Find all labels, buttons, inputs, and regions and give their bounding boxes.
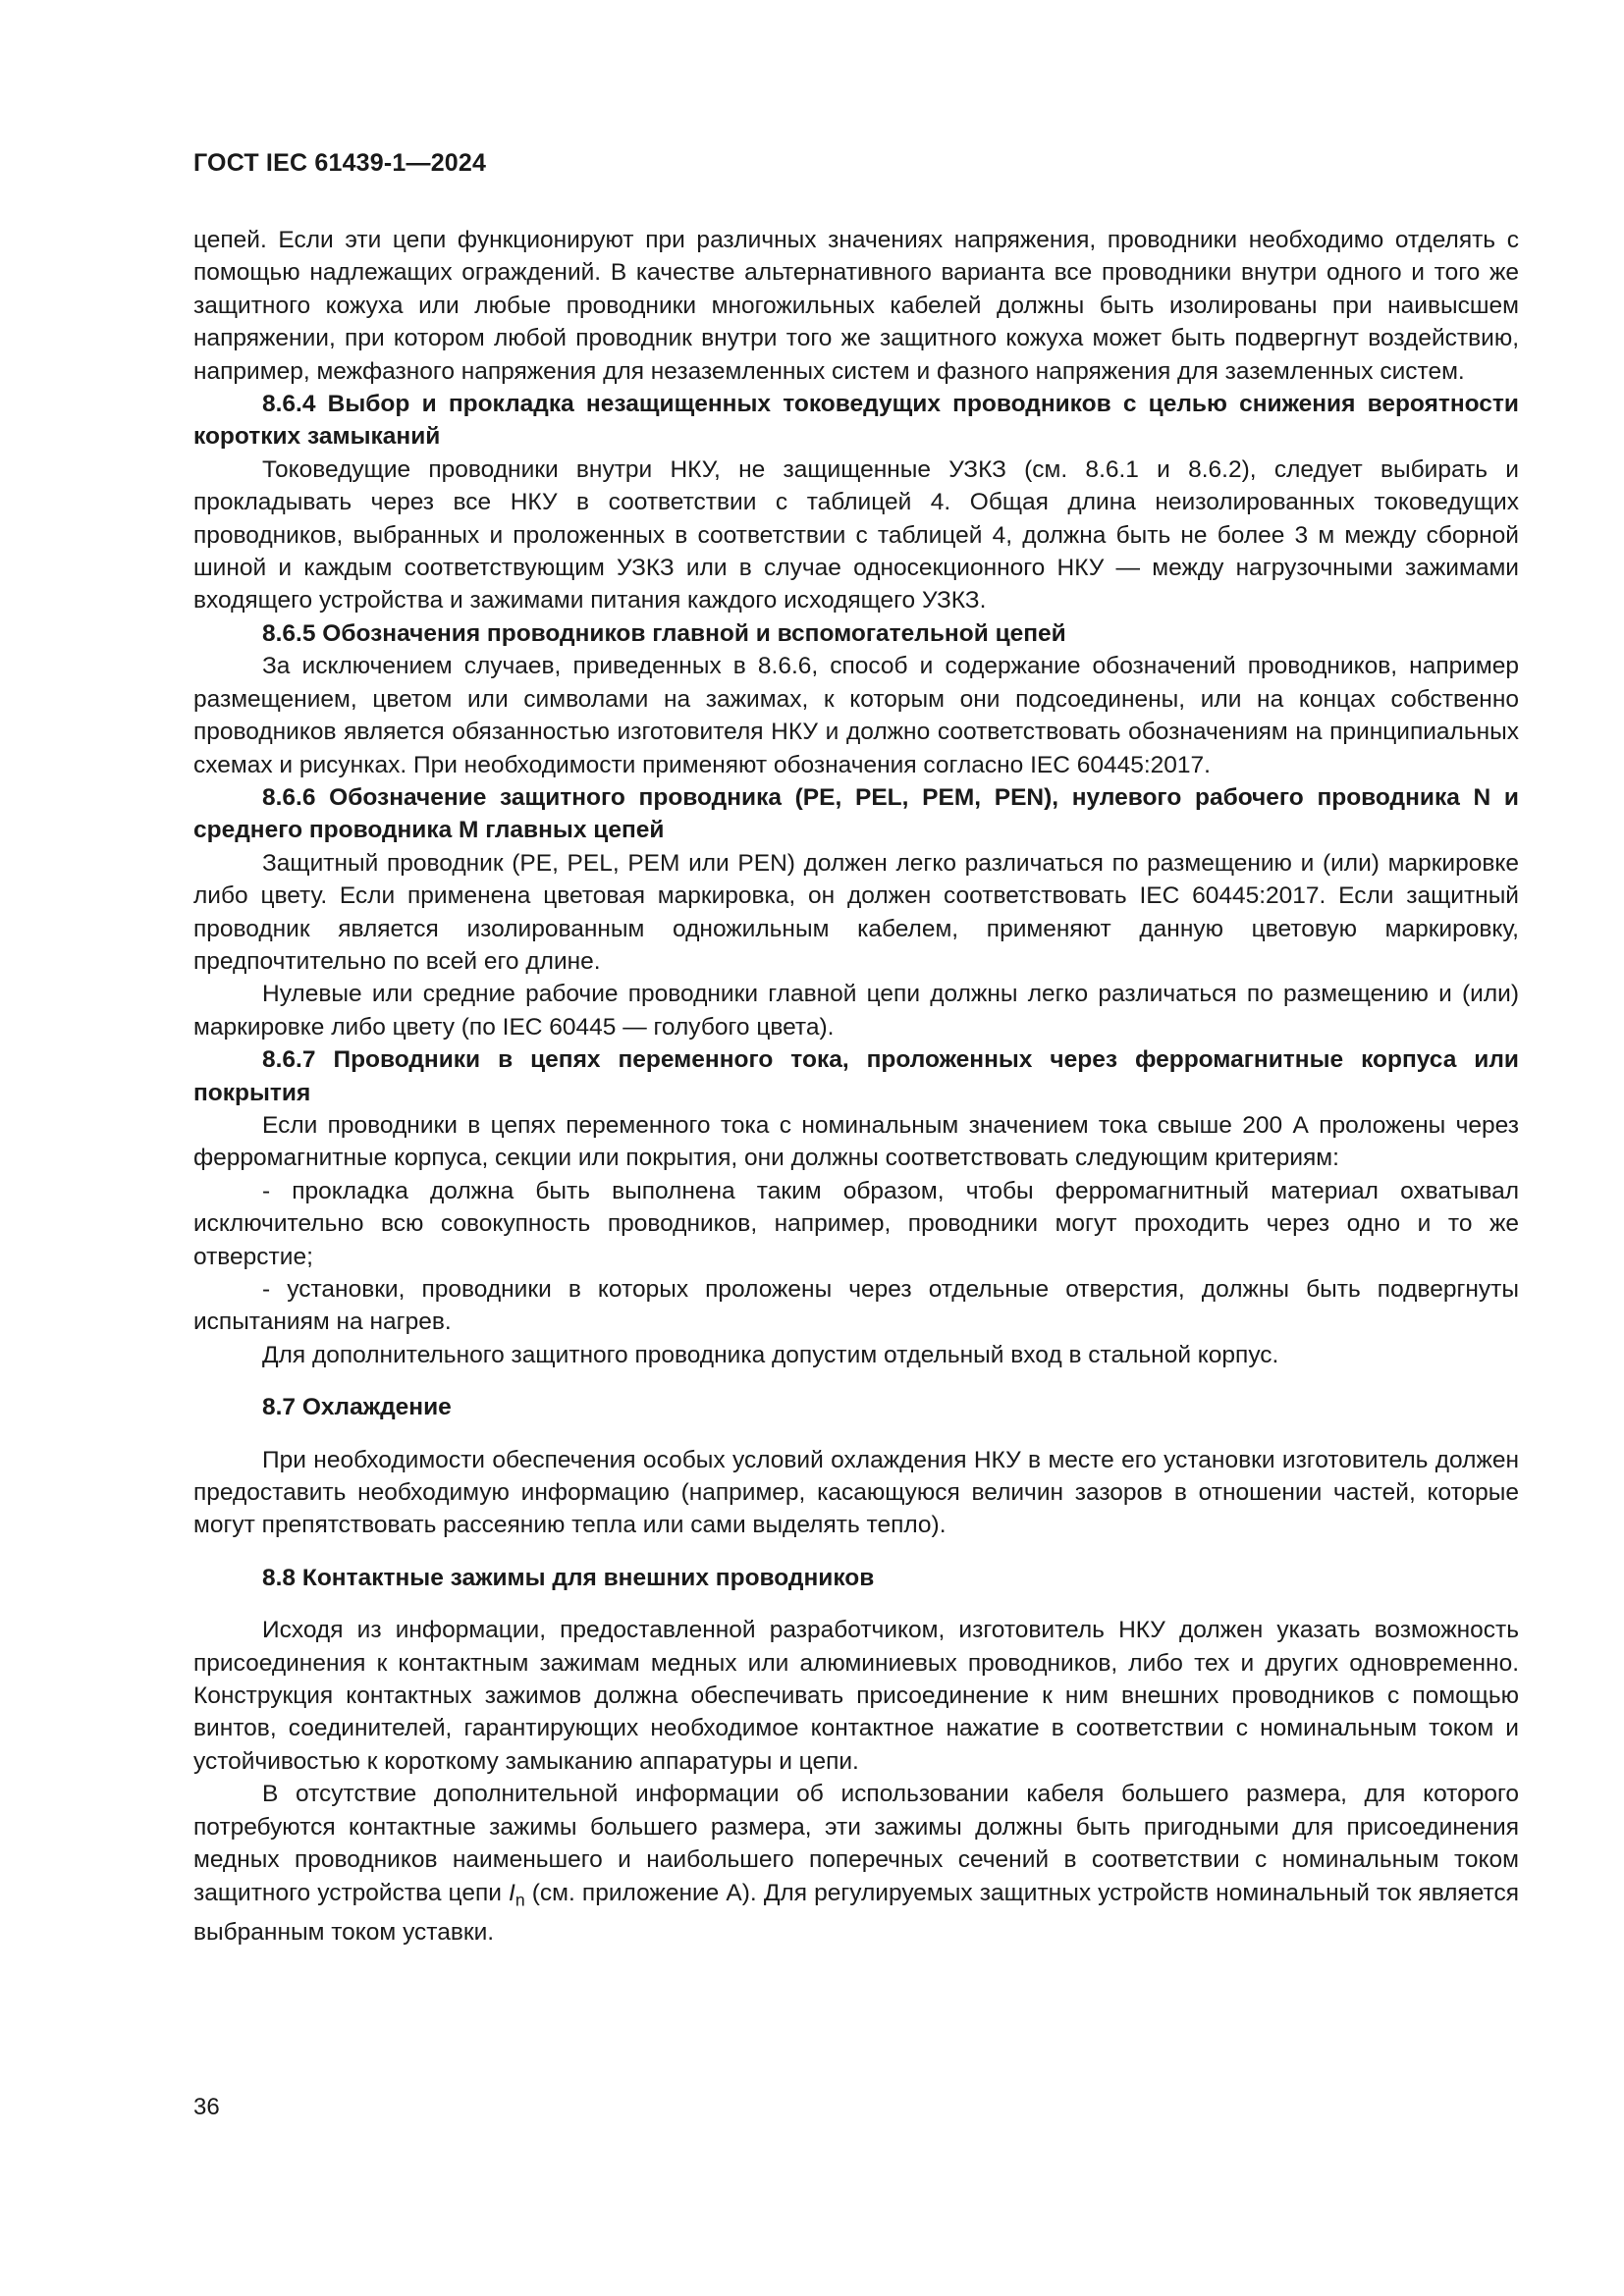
heading-8-6-7: 8.6.7 Проводники в цепях переменного тока, проложенных через ферромагнитные корпуса или покрытия xyxy=(193,1046,1519,1106)
paragraph-8-6-7: Если проводники в цепях переменного тока с номинальным значением тока свыше 200 А проложены через ферромагнитные корпуса, секции или покрытия, они должны соответствовать следующим критериям: xyxy=(193,1111,1519,1172)
current-subscript: n xyxy=(514,1889,525,1909)
paragraph-8-8-b-text-2: (см. приложение А). Для регулируемых защитных устройств номинальный ток является выбранным током уставки. xyxy=(193,1879,1519,1947)
heading-8-7: 8.7 Охлаждение xyxy=(262,1394,452,1421)
paragraph-8-8-b-text-1: В отсутствие дополнительной информации об использовании кабеля большего размера, для которого потребуются контактные зажимы большего размера, эти зажимы должны быть пригодными для присоединения медных проводников наименьшего и наибольшего поперечных сечений в соответствии с номинальным током защитного устройства цепи xyxy=(193,1781,1519,1906)
paragraph-8-8-b xyxy=(193,1778,1519,1949)
paragraph-8-6-5: За исключением случаев, приведенных в 8.6.6, способ и содержание обозначений проводников, например размещением, цветом или символами на зажимах, к которым они подсоединены, или на концах собственно проводников является обязанностью изготовителя НКУ и должно соответствовать обозначениям на принципиальных схемах и рисунках. При необходимости применяют обозначения согласно IEC 60445:2017. xyxy=(193,653,1519,778)
paragraph-8-7: При необходимости обеспечения особых условий охлаждения НКУ в месте его установки изготовитель должен предоставить необходимую информацию (например, касающуюся величин зазоров в отношении частей, которые могут препятствовать рассеянию тепла или сами выделять тепло). xyxy=(193,1446,1519,1539)
current-symbol: I xyxy=(509,1879,515,1906)
paragraph-continued: цепей. Если эти цепи функционируют при различных значениях напряжения, проводники необходимо отделять с помощью надлежащих ограждений. В качестве альтернативного варианта все проводники внутри одного и того же защитного кожуха или любые проводники многожильных кабелей должны быть изолированы при наивысшем напряжении, при котором любой проводник внутри того же защитного кожуха может быть подвергнут воздействию, например, межфазного напряжения для незаземленных систем и фазного напряжения для заземленных систем. xyxy=(193,227,1519,385)
paragraph-8-6-6-a: Защитный проводник (PE, PEL, PEM или PEN) должен легко различаться по размещению и (или) маркировке либо цвету. Если применена цветовая маркировка, он должен соответствовать IEC 60445:2017. Если защитный проводник является изолированным одножильным кабелем, применяют данную цветовую маркировку, предпочтительно по всей его длине. xyxy=(193,849,1519,975)
heading-8-8: 8.8 Контактные зажимы для внешних проводников xyxy=(262,1564,875,1591)
heading-8-6-4: 8.6.4 Выбор и прокладка незащищенных токоведущих проводников с целью снижения вероятности коротких замыканий xyxy=(193,391,1519,451)
paragraph-8-6-7-note: Для дополнительного защитного проводника допустим отдельный вход в стальной корпус. xyxy=(262,1341,1279,1368)
list-item-1: - прокладка должна быть выполнена таким образом, чтобы ферромагнитный материал охватывал исключительно всю совокупность проводников, например, проводники могут проходить через одно и то же отверстие; xyxy=(193,1177,1519,1270)
paragraph-8-8-a: Исходя из информации, предоставленной разработчиком, изготовитель НКУ должен указать возможность присоединения к контактным зажимам медных или алюминиевых проводников, либо тех и других одновременно. Конструкция контактных зажимов должна обеспечивать присоединение к ним внешних проводников с помощью винтов, соединителей, гарантирующих необходимое контактное нажатие в соответствии с номинальным током и устойчивостью к короткому замыканию аппаратуры и цепи. xyxy=(193,1617,1519,1775)
document-body xyxy=(193,224,1519,1949)
heading-8-6-6: 8.6.6 Обозначение защитного проводника (PE, PEL, PEM, PEN), нулевого рабочего проводника N и среднего проводника M главных цепей xyxy=(193,783,1519,844)
document-page xyxy=(193,0,1519,2296)
list-item-2: - установки, проводники в которых проложены через отдельные отверстия, должны быть подвергнуты испытаниям на нагрев. xyxy=(193,1276,1519,1336)
page-number: 36 xyxy=(193,2094,220,2120)
paragraph-8-6-4: Токоведущие проводники внутри НКУ, не защищенные УЗКЗ (см. 8.6.1 и 8.6.2), следует выбирать и прокладывать через все НКУ в соответствии с таблицей 4. Общая длина неизолированных токоведущих проводников, выбранных и проложенных в соответствии с таблицей 4, должна быть не более 3 м между сборной шиной и каждым соответствующим УЗКЗ или в случае односекционного НКУ — между нагрузочными зажимами входящего устройства и зажимами питания каждого исходящего УЗКЗ. xyxy=(193,455,1519,614)
page-header: ГОСТ IEC 61439-1—2024 xyxy=(193,149,487,177)
paragraph-8-6-6-b: Нулевые или средние рабочие проводники главной цепи должны легко различаться по размещению и (или) маркировке либо цвету (по IEC 60445 — голубого цвета). xyxy=(193,981,1519,1041)
heading-8-6-5: 8.6.5 Обозначения проводников главной и вспомогательной цепей xyxy=(262,619,1066,647)
